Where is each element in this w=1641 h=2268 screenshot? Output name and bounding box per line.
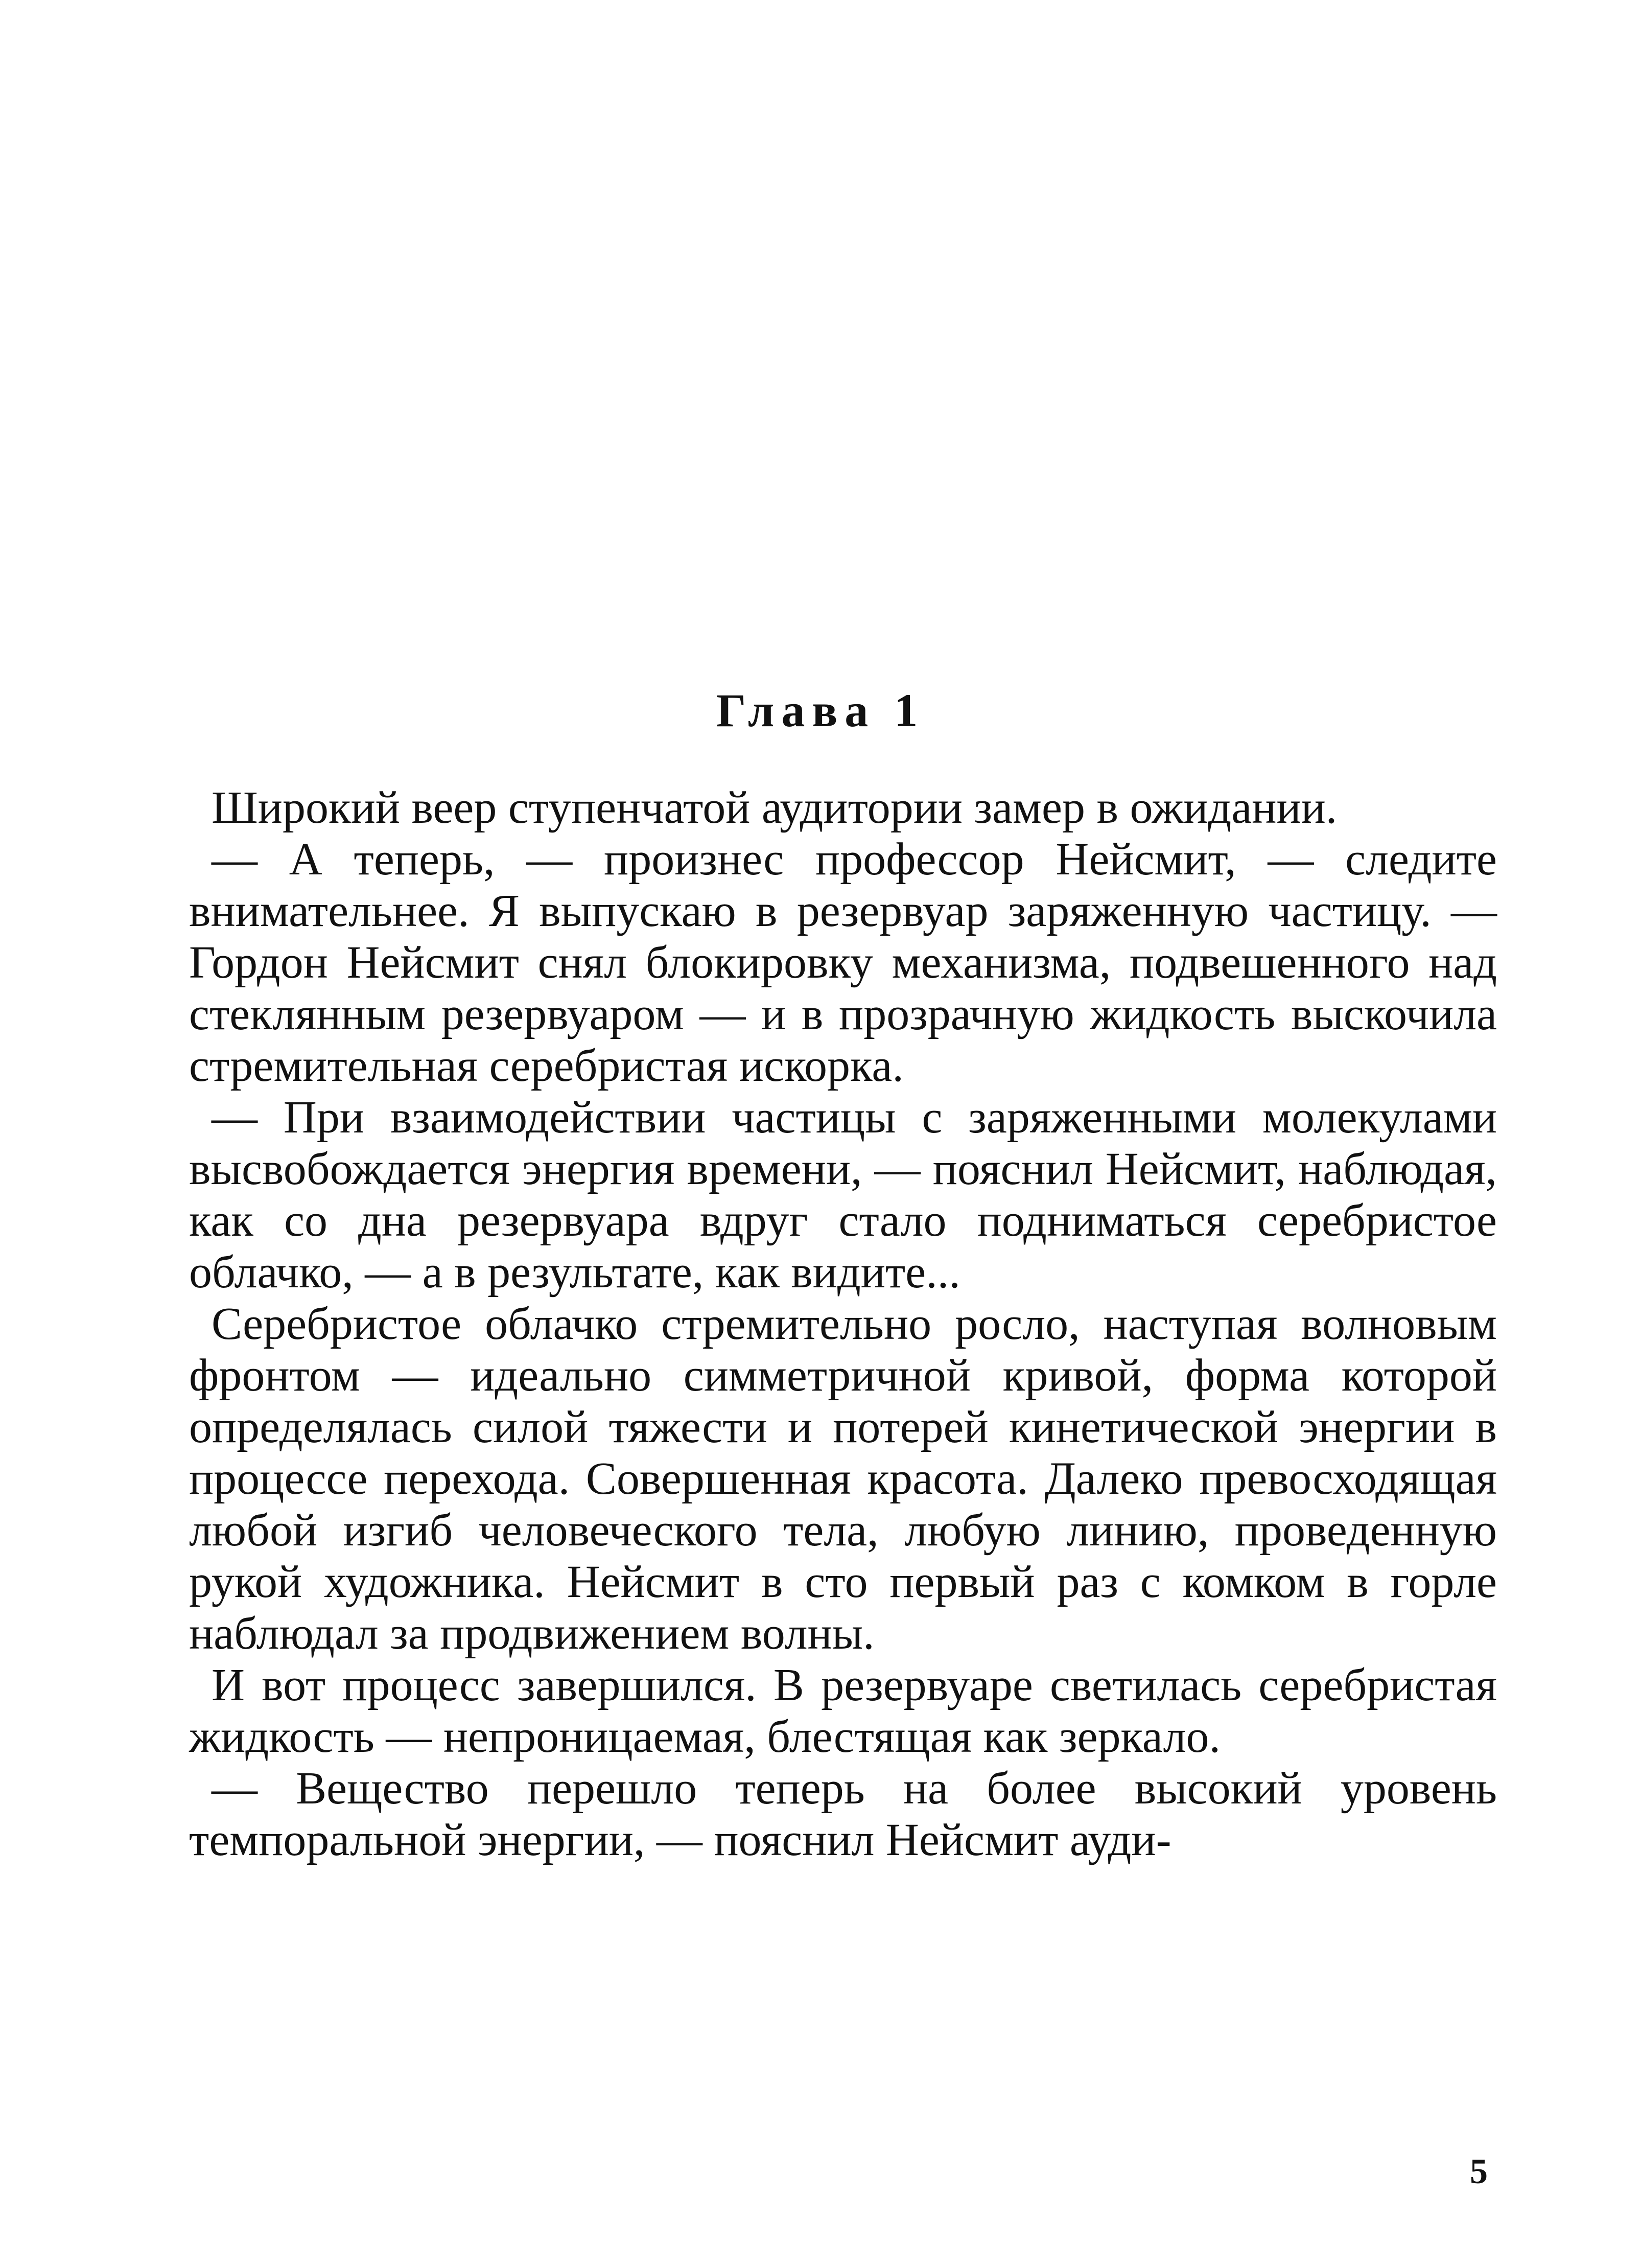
chapter-heading: Глава 1: [716, 684, 925, 736]
paragraph: — При взаимодействии частицы с заряженными молекулами высвобождается энергия времени, — пояснил Нейсмит, наблюдая, как со дна резервуара вдруг стало подниматься серебристое облачко, — а в результате, как видите...: [189, 1092, 1497, 1298]
paragraph: И вот процесс завершился. В резервуаре светилась серебристая жидкость — непроницаемая, блестящая как зеркало.: [189, 1660, 1497, 1762]
paragraph: — А теперь, — произнес профессор Нейсмит, — следите внимательнее. Я выпускаю в резервуар заряженную частицу. — Гордон Нейсмит снял блокировку механизма, подвешенного над стеклянным резервуаром — и в прозрачную жидкость выскочила стремительная серебристая искорка.: [189, 834, 1497, 1091]
paragraph: — Вещество перешло теперь на более высокий уровень темпоральной энергии, — пояснил Нейсмит ауди-: [189, 1763, 1497, 1865]
body-text: [189, 782, 1497, 1866]
paragraph: Серебристое облачко стремительно росло, наступая волновым фронтом — идеально симметричной кривой, форма которой определялась силой тяжести и потерей кинетической энергии в процессе перехода. Совершенная красота. Далеко превосходящая любой изгиб человеческого тела, любую линию, проведенную рукой художника. Нейсмит в сто первый раз с комком в горле наблюдал за продвижением волны.: [189, 1299, 1497, 1659]
page-number: 5: [1470, 2152, 1488, 2191]
paragraph: Широкий веер ступенчатой аудитории замер в ожидании.: [212, 782, 1338, 833]
